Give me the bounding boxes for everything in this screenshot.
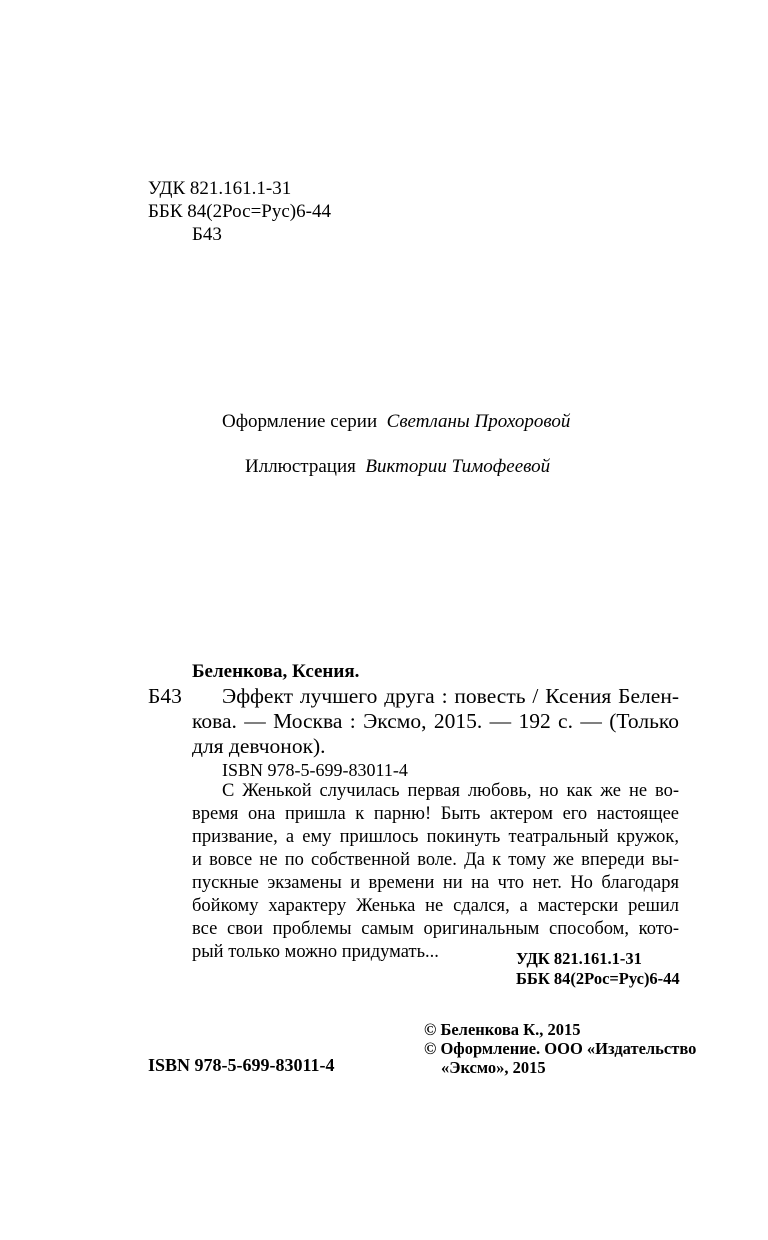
copyright-publisher: «Эксмо», 2015	[441, 1058, 546, 1077]
illustration-label: Иллюстрация	[245, 456, 356, 477]
series-design-credit	[222, 411, 570, 433]
record-udk: УДК 821.161.1-31	[516, 949, 642, 968]
record-isbn: ISBN 978-5-699-83011-4	[222, 760, 408, 780]
annotation-line: С Женькой случилась первая любовь, но как же не во-	[222, 781, 679, 801]
record-description	[192, 684, 679, 759]
record-bbk: ББК 84(2Рос=Рус)6-44	[516, 969, 680, 988]
record-code: Б43	[148, 684, 182, 708]
top-udk: УДК 821.161.1-31	[148, 178, 292, 199]
top-bbk: ББК 84(2Рос=Рус)6-44	[148, 201, 331, 222]
annotation-line: бойкому характеру Женька не сдался, а мастерски решил	[192, 896, 679, 916]
annotation-line: все свои проблемы самым оригинальным способом, кото-	[192, 919, 679, 939]
annotation-line: призвание, а ему пришлось покинуть театральный кружок,	[192, 827, 679, 847]
record-desc-line: кова. — Москва : Эксмо, 2015. — 192 с. — (Только	[192, 709, 679, 733]
annotation-line: рый только можно придумать...	[192, 942, 439, 962]
copyright-design: © Оформление. ООО «Издательство	[424, 1039, 697, 1058]
copyright-author: © Беленкова К., 2015	[424, 1020, 581, 1039]
record-desc-line: для девчонок).	[192, 734, 326, 758]
record-author: Беленкова, Ксения.	[192, 661, 360, 682]
top-code: Б43	[192, 224, 222, 245]
footer-isbn: ISBN 978-5-699-83011-4	[148, 1055, 335, 1075]
record-desc-line: Эффект лучшего друга : повесть / Ксения Белен-	[222, 684, 679, 708]
record-annotation	[192, 780, 679, 964]
annotation-line: пускные экзамены и времени ни на что нет. Но благодаря	[192, 873, 679, 893]
annotation-line: и вовсе не по собственной воле. Да к тому же впереди вы-	[192, 850, 679, 870]
series-design-label: Оформление серии	[222, 411, 378, 432]
illustration-credit	[245, 456, 550, 478]
series-design-name: Светланы Прохоровой	[386, 411, 571, 432]
illustration-name: Виктории Тимофеевой	[365, 456, 551, 477]
annotation-line: время она пришла к парню! Быть актером его настоящее	[192, 804, 679, 824]
